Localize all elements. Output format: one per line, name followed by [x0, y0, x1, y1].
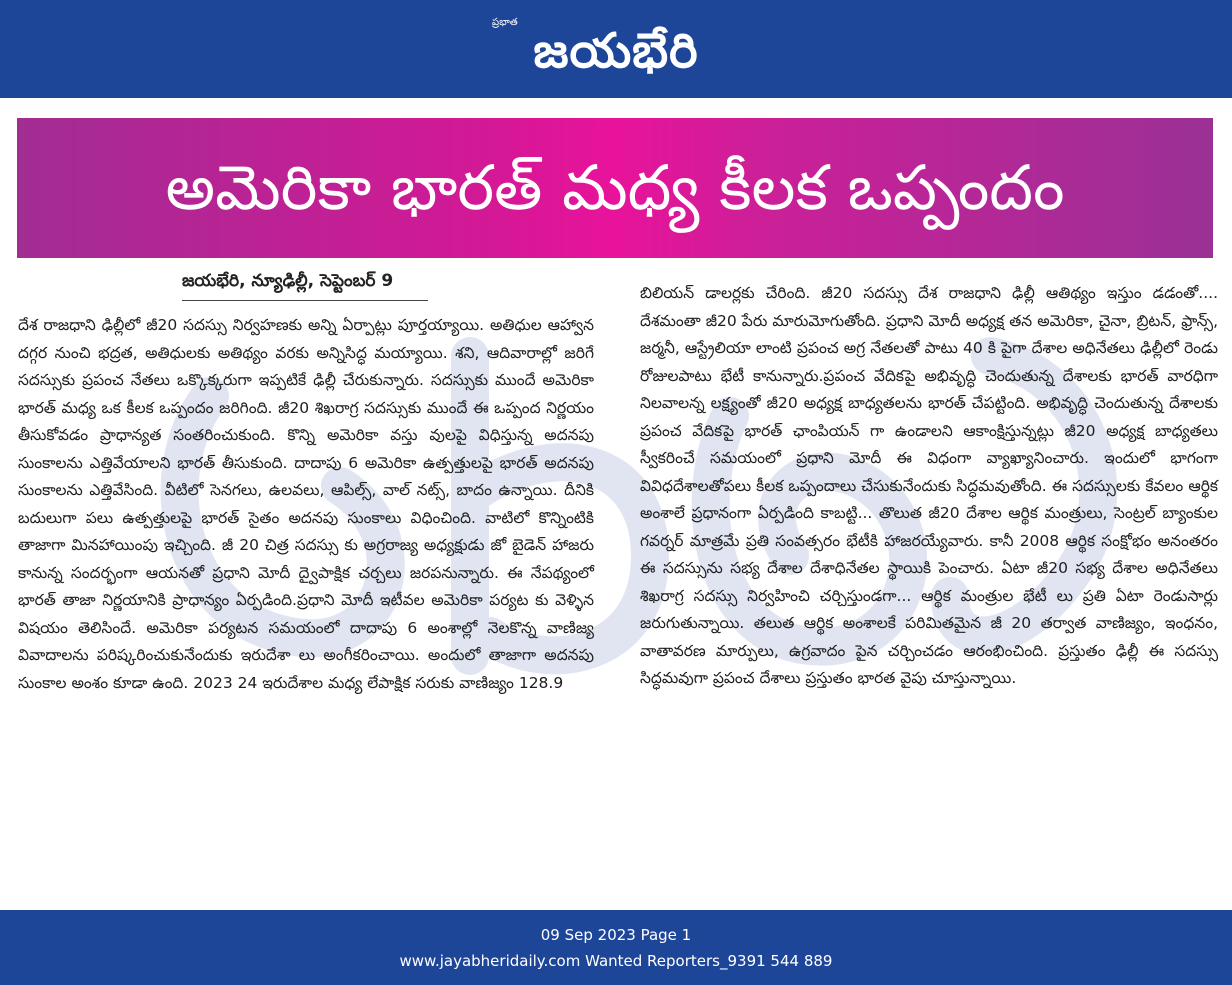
newspaper-logo[interactable] — [470, 12, 762, 86]
footer-website-contact[interactable]: www.jayabheridaily.com Wanted Reporters_9391 544 889 — [399, 952, 833, 970]
headline-banner — [17, 118, 1213, 258]
article-byline: జయభేరి, న్యూఢిల్లీ, సెప్టెంబర్ 9 — [182, 271, 428, 301]
logo-tagline: ప్రభాత — [492, 17, 518, 28]
article-column-left — [18, 312, 594, 697]
headline: అమెరికా భారత్ మధ్య కీలక ఒప్పందం — [165, 151, 1065, 224]
page-footer — [0, 910, 1232, 985]
article-text-right: బిలియన్ డాలర్లకు చేరింది. జీ20 సదస్సు దేశ రాజధాని ఢిల్లీ ఆతిథ్యం ఇస్తుం డడంతో.... దేశమంతా జీ20 పేరు మారుమోగుతోంది. ప్రధాని మోదీ అధ్యక్ష తన అమెరికా, చైనా, బ్రిటన్, ఫ్రాన్స్, జర్మనీ, ఆస్ట్రేలియా లాంటి ప్రపంచ అగ్ర నేతలతో పాటు 40 కి పైగా దేశాల అధినేతలు ఢిల్లీలో రెండు రోజులపాటు భేటీ కానున్నారు.ప్రపంచ వేదికపై అభివృద్ధి చెందుతున్న దేశాలకు భారత్ వారధిగా నిలవాలన్న లక్ష్యంతో జీ20 అధ్యక్ష బాధ్యతలను భారత్ చేపట్టింది. అభివృద్ధి చెందుతున్న దేశాలకు ప్రపంచ వేదికపై భారత్ ఛాంపియన్ గా ఉండాలని ఆకాంక్షిస్తున్నట్లు జీ20 అధ్యక్ష బాధ్యతలు స్వీకరించే సమయంలో ప్రధాని మోదీ ఈ విధంగా వ్యాఖ్యానించారు. ఇందులో భాగంగా వివిధదేశాలతోపలు కీలక ఒప్పందాలు చేసుకునేందుకు సిద్ధమవుతోంది. ఈ సదస్సులకు కేవలం ఆర్థిక అంశాలే ప్రధానంగా ఏర్పడింది కాబట్టి... తొలుత జీ20 దేశాల ఆర్థిక మంత్రులు, సెంట్రల్ బ్యాంకుల గవర్నర్ మాత్రమే ప్రతి సంవత్సరం భేటీకి హాజరయ్యేవారు. కానీ 2008 ఆర్థిక సంక్షోభం అనంతరం ఈ సదస్సును సభ్య దేశాల దేశాధినేతల స్థాయికి పెంచారు. ఏటా జీ20 సభ్య దేశాల అధినేతలు శిఖరాగ్ర సదస్సు నిర్వహించి చర్చిస్తుండగా... ఆర్థిక మంత్రుల భేటీ లు ప్రతి ఏటా రెండుసార్లు జరుగుతున్నాయి. తలుత ఆర్థిక అంశాలకే పరిమితమైన జీ 20 తర్వాత వాణిజ్యం, ఇంధనం, వాతావరణ మార్పులు, ఉగ్రవాదం పైన చర్చించడం ఆరంభించింది. ప్రస్తుతం ఢిల్లీ ఈ సదస్సు సిద్ధమవుగా ప్రపంచ దేశాలు ప్రస్తుతం భారత వైపు చూస్తున్నాయి. — [640, 284, 1218, 687]
footer-date-page: 09 Sep 2023 Page 1 — [540, 926, 692, 944]
logo-title: జయభేరి — [533, 23, 699, 79]
article-text-left: దేశ రాజధాని ఢిల్లీలో జీ20 సదస్సు నిర్వహణకు అన్ని ఏర్పాట్లు పూర్తయ్యాయి. అతిధుల ఆహ్వాన దగ్గర నుంచి భద్రత, అతిధులకు అతిథ్యం వరకు అన్నిసిద్ధ మయ్యాయి. శని, ఆదివారాల్లో జరిగే సదస్సుకు ప్రపంచ నేతలు ఒక్కొక్కరుగా ఇప్పటికే ఢిల్లీ చేరుకున్నారు. సదస్సుకు ముందే అమెరికా భారత్ మధ్య ఒక కీలక ఒప్పందం జరిగింది. జీ20 శిఖరాగ్ర సదస్సుకు ముందే ఈ ఒప్పంద నిర్ణయం తీసుకోవడం ప్రాధాన్యత సంతరించుకుంది. కొన్ని అమెరికా వస్తు వులపై విధిస్తున్న అదనపు సుంకాలను ఎత్తివేయాలని భారత్ తీసుకుంది. దాదాపు 6 అమెరికా ఉత్పత్తులపై భారత్ అదనపు సుంకాలను ఎత్తివేసింది. వీటిలో సెనగలు, ఉలవలు, ఆపిల్స్, వాల్ నట్స్, బాదం ఉన్నాయి. దీనికి బదులుగా పలు ఉత్పత్తులపై భారత్ సైతం అదనపు సుంకాలు విధించింది. వాటిలో కొన్నింటికి తాజాగా మినహాయింపు ఇచ్చింది. జీ 20 చిత్ర సదస్సు కు అగ్రరాజ్య అధ్యక్షుడు జో బైడెన్ హాజరు కానున్న సందర్భంగా ఆయనతో ప్రధాని మోదీ ద్వైపాక్షిక చర్చలు జరపనున్నారు. ఈ నేపథ్యంలో భారత్ తాజా నిర్ణయానికి ప్రాధాన్యం ఏర్పడింది.ప్రధాని మోదీ ఇటీవల అమెరికా పర్యట కు వెళ్ళిన విషయం తెలిసిందే. అమెరికా పర్యటన సమయంలో దాదాపు 6 అంశాల్లో నెలకొన్న వాణిజ్య వివాదాలను పరిష్కరించుకునేందుకు ఇరుదేశా లు అంగీకరించాయి. అందులో తాజాగా అదనపు సుంకాల అంశం కూడా ఉంది. 2023 24 ఇరుదేశాల మధ్య లేపాక్షిక సరుకు వాణిజ్యం 128.9 — [18, 316, 594, 692]
article-column-right — [640, 280, 1218, 693]
masthead — [0, 0, 1232, 98]
